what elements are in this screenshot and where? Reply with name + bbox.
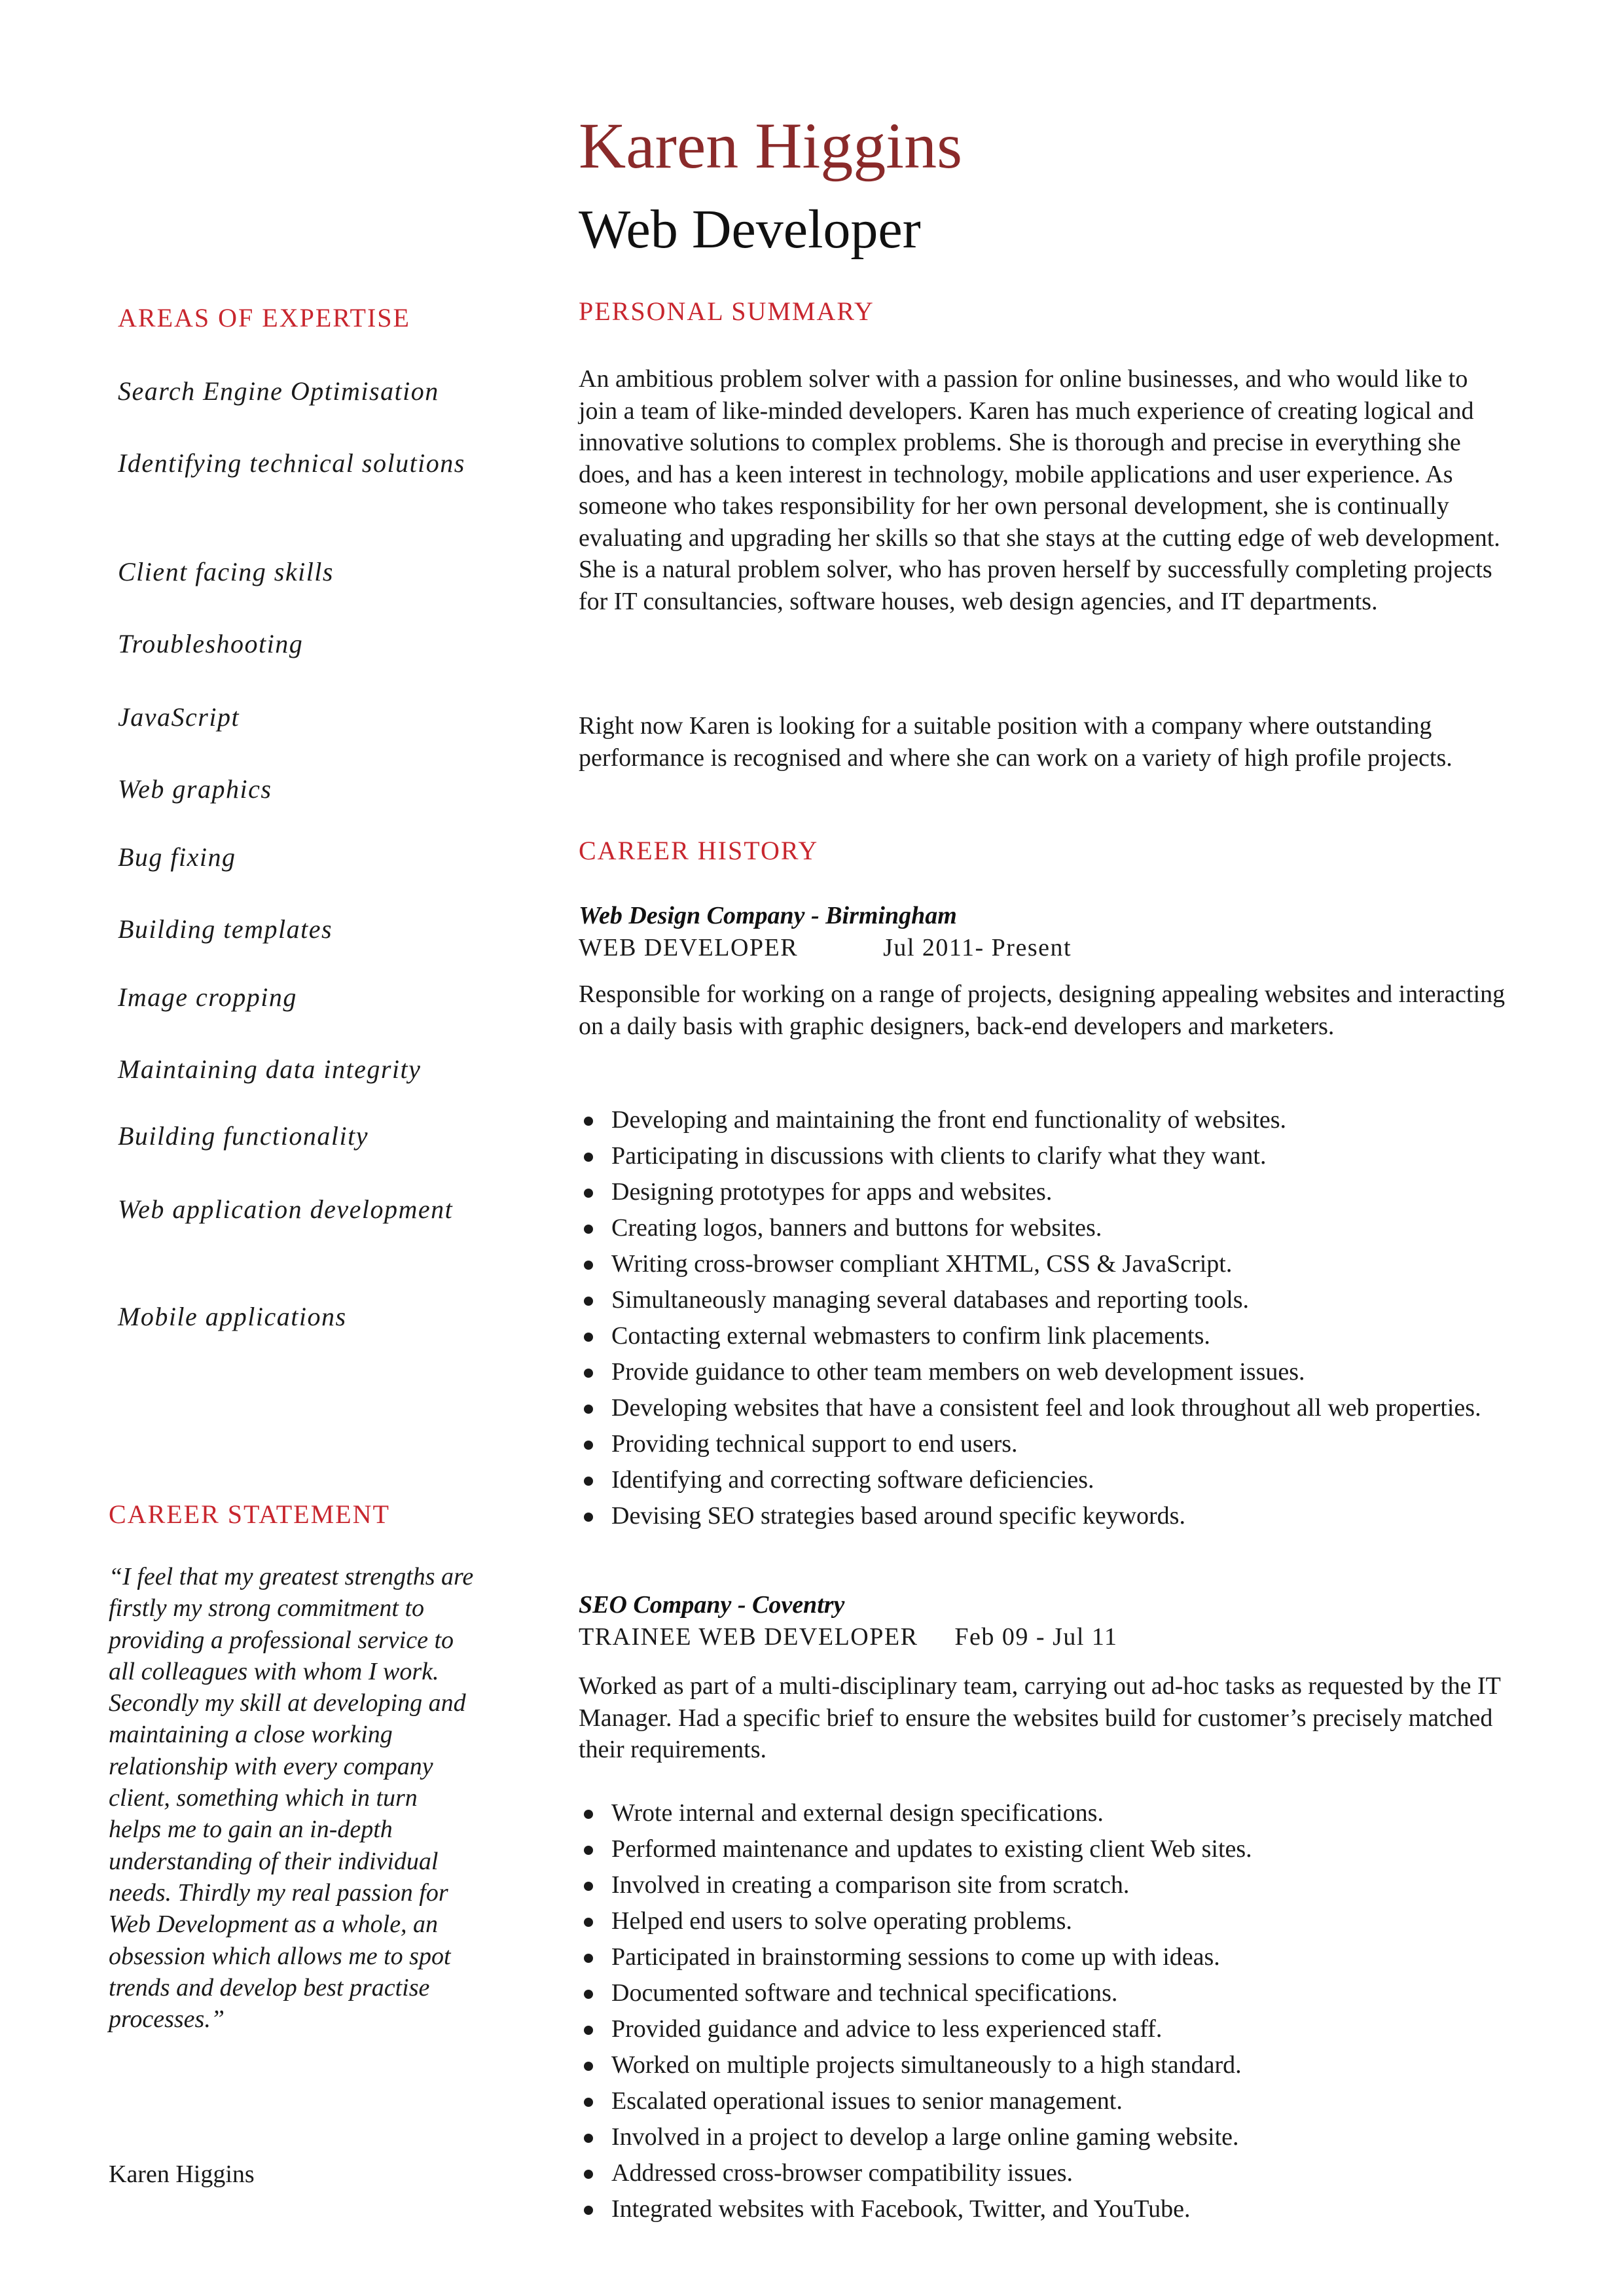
duty-item: Creating logos, banners and buttons for websites. [579, 1212, 1508, 1244]
expertise-item: Maintaining data integrity [118, 1054, 422, 1084]
job-title-line [579, 932, 1072, 963]
personal-summary-heading: PERSONAL SUMMARY [579, 296, 875, 326]
bullet-icon [584, 1117, 593, 1126]
bullet-icon [584, 2026, 593, 2035]
duty-item: Designing prototypes for apps and websites. [579, 1176, 1508, 1208]
candidate-role: Web Developer [579, 199, 921, 260]
job-title: WEB DEVELOPER [579, 934, 799, 961]
duty-item: Simultaneously managing several databases and reporting tools. [579, 1284, 1508, 1316]
job-title-line [579, 1621, 1118, 1653]
bullet-icon [584, 2170, 593, 2179]
bullet-icon [584, 1846, 593, 1855]
candidate-name: Karen Higgins [579, 109, 962, 182]
signature: Karen Higgins [109, 2161, 255, 2188]
bullet-icon [584, 1297, 593, 1306]
duty-item: Helped end users to solve operating problems. [579, 1905, 1508, 1937]
expertise-item: Image cropping [118, 982, 297, 1012]
duty-item: Developing websites that have a consistent feel and look throughout all web properties. [579, 1392, 1508, 1424]
job-description: Responsible for working on a range of projects, designing appealing websites and interacting on a daily basis with graphic designers, back-end developers and marketers. [579, 980, 1506, 1040]
career-statement-heading: CAREER STATEMENT [109, 1499, 390, 1529]
job-duties-list [579, 1797, 1508, 2229]
bullet-icon [584, 2098, 593, 2107]
job-description: Worked as part of a multi-disciplinary team, carrying out ad-hoc tasks as requested by the IT Manager. Had a specific brief to ensure the websites build for customer’s precisely matched their requirements. [579, 1672, 1501, 1763]
duty-item: Providing technical support to end users. [579, 1428, 1508, 1460]
job-duties-list [579, 1104, 1508, 1536]
duty-item: Escalated operational issues to senior management. [579, 2085, 1508, 2117]
expertise-item: Building functionality [118, 1121, 369, 1151]
duty-item: Identifying and correcting software deficiencies. [579, 1464, 1508, 1496]
duty-item: Participating in discussions with clients to clarify what they want. [579, 1140, 1508, 1172]
summary-paragraph: Right now Karen is looking for a suitable position with a company where outstanding performance is recognised and where she can work on a variety of high profile projects. [579, 712, 1453, 772]
expertise-item: Client facing skills [118, 557, 334, 586]
areas-of-expertise-heading: AREAS OF EXPERTISE [118, 303, 410, 332]
expertise-item: Building templates [118, 914, 333, 944]
bullet-icon [584, 1441, 593, 1450]
bullet-icon [584, 1333, 593, 1342]
bullet-icon [584, 1225, 593, 1234]
expertise-item: Troubleshooting [118, 629, 304, 658]
duty-item: Contacting external webmasters to confirm link placements. [579, 1320, 1508, 1352]
duty-item: Wrote internal and external design specifications. [579, 1797, 1508, 1829]
expertise-item: Search Engine Optimisation [118, 376, 439, 406]
duty-item: Involved in creating a comparison site from scratch. [579, 1869, 1508, 1901]
bullet-icon [584, 1261, 593, 1270]
duty-item: Participated in brainstorming sessions to come up with ideas. [579, 1941, 1508, 1973]
duty-item: Provided guidance and advice to less experienced staff. [579, 2013, 1508, 2045]
duty-item: Devising SEO strategies based around specific keywords. [579, 1500, 1508, 1532]
job-dates: Feb 09 - Jul 11 [954, 1623, 1118, 1651]
duty-item: Developing and maintaining the front end functionality of websites. [579, 1104, 1508, 1136]
bullet-icon [584, 1153, 593, 1162]
bullet-icon [584, 1405, 593, 1414]
job-company: SEO Company - Coventry [579, 1591, 845, 1619]
career-history-heading: CAREER HISTORY [579, 836, 819, 865]
bullet-icon [584, 2134, 593, 2143]
bullet-icon [584, 2206, 593, 2215]
expertise-item: Identifying technical solutions [118, 448, 465, 478]
bullet-icon [584, 1513, 593, 1522]
bullet-icon [584, 1477, 593, 1486]
bullet-icon [584, 1189, 593, 1198]
job-dates: Jul 2011- Present [883, 934, 1072, 961]
summary-paragraph: An ambitious problem solver with a passion for online businesses, and who would like to join a team of like-minded developers. Karen has much experience of creating logical and innovative solutions to complex problems. She is thorough and precise in everything she does, and has a keen interest in technology, mobile applications and user experience. As someone who takes responsibility for her own personal development, she is continually evaluating and upgrading her skills so that she stays at the cutting edge of web development. She is a natural problem solver, who has proven herself by successfully completing projects for IT consultancies, software houses, web design agencies, and IT departments. [579, 365, 1500, 615]
bullet-icon [584, 1810, 593, 1819]
duty-item: Addressed cross-browser compatibility issues. [579, 2157, 1508, 2189]
expertise-item: Bug fixing [118, 842, 236, 872]
duty-item: Performed maintenance and updates to existing client Web sites. [579, 1833, 1508, 1865]
job-company: Web Design Company - Birmingham [579, 902, 957, 929]
duty-item: Provide guidance to other team members on web development issues. [579, 1356, 1508, 1388]
expertise-item: Mobile applications [118, 1302, 347, 1331]
bullet-icon [584, 1918, 593, 1927]
expertise-item: JavaScript [118, 702, 240, 732]
bullet-icon [584, 1369, 593, 1378]
bullet-icon [584, 1990, 593, 1999]
expertise-item: Web graphics [118, 774, 272, 804]
bullet-icon [584, 2062, 593, 2071]
job-title: TRAINEE WEB DEVELOPER [579, 1623, 918, 1651]
expertise-item: Web application development [118, 1194, 454, 1224]
duty-item: Documented software and technical specifications. [579, 1977, 1508, 2009]
bullet-icon [584, 1954, 593, 1963]
bullet-icon [584, 1882, 593, 1891]
duty-item: Integrated websites with Facebook, Twitter, and YouTube. [579, 2193, 1508, 2225]
duty-item: Involved in a project to develop a large online gaming website. [579, 2121, 1508, 2153]
duty-item: Writing cross-browser compliant XHTML, CSS & JavaScript. [579, 1248, 1508, 1280]
duty-item: Worked on multiple projects simultaneously to a high standard. [579, 2049, 1508, 2081]
career-statement-quote: “I feel that my greatest strengths are firstly my strong commitment to providing a professional service to all colleagues with whom I work. Secondly my skill at developing and maintaining a close working relationship with every company client, something which in turn helps me to gain an in-depth understanding of their individual needs. Thirdly my real passion for Web Development as a whole, an obsession which allows me to spot trends and develop best practise processes.” [109, 1563, 474, 2034]
